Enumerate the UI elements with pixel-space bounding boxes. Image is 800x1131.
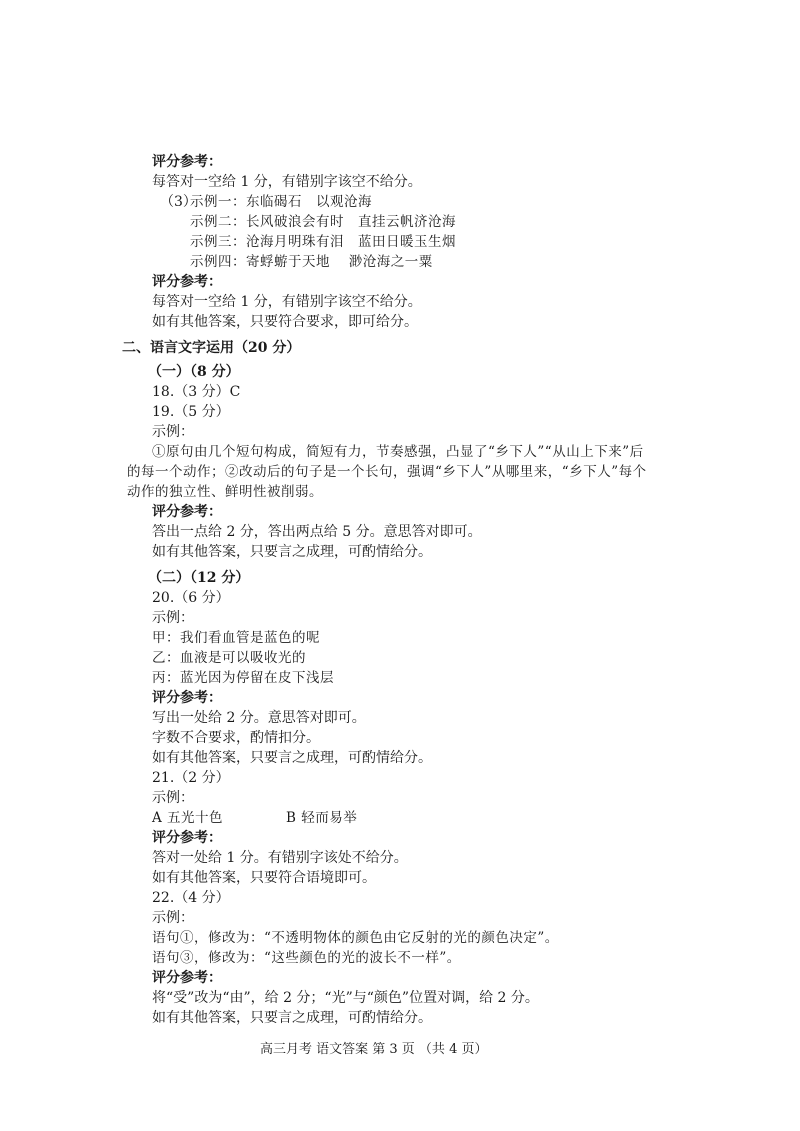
scoring-rule: 如有其他答案，只要言之成理，可酌情给分。 bbox=[152, 544, 432, 560]
example-label: 示例： bbox=[152, 910, 194, 926]
section-heading: 二、语言文字运用（20 分） bbox=[122, 340, 301, 356]
example-line: 示例一：东临碣石 以观沧海 bbox=[190, 194, 372, 210]
scoring-rule: 如有其他答案，只要言之成理，可酌情给分。 bbox=[152, 750, 432, 766]
answer-line: ①原句由几个短句构成，简短有力，节奏感强，凸显了“乡下人”“从山上下来”后 bbox=[152, 444, 644, 460]
example-label: 示例： bbox=[152, 424, 194, 440]
question-number: 22.（4 分） bbox=[152, 890, 230, 906]
answer-line: 丙：蓝光因为停留在皮下浅层 bbox=[152, 670, 334, 686]
answer-line: 动作的独立性、鲜明性被削弱。 bbox=[127, 484, 323, 500]
scoring-rule: 写出一处给 2 分。意思答对即可。 bbox=[152, 710, 366, 726]
answer-line: 的每一个动作；②改动后的句子是一个长句，强调“乡下人”从哪里来，“乡下人”每个 bbox=[127, 464, 647, 480]
subsection-heading: （二）（12 分） bbox=[148, 570, 250, 586]
question-number: 21.（2 分） bbox=[152, 770, 230, 786]
answer-line: 乙：血液是可以吸收光的 bbox=[152, 650, 306, 666]
scoring-rule: 如有其他答案，只要符合语境即可。 bbox=[152, 870, 376, 886]
scoring-rule: 答出一点给 2 分，答出两点给 5 分。意思答对即可。 bbox=[152, 524, 482, 540]
scoring-title: 评分参考： bbox=[152, 970, 222, 986]
example-line: 示例四：寄蜉蝣于天地 渺沧海之一粟 bbox=[190, 254, 433, 270]
example-label: 示例： bbox=[152, 610, 194, 626]
question-answer: 18.（3 分）C bbox=[152, 384, 241, 400]
scoring-rule: 如有其他答案，只要言之成理，可酌情给分。 bbox=[152, 1010, 432, 1026]
scoring-title: 评分参考： bbox=[152, 504, 222, 520]
scoring-rule: 答对一处给 1 分。有错别字该处不给分。 bbox=[152, 850, 408, 866]
example-label: 示例： bbox=[152, 790, 194, 806]
answer-line: 语句①，修改为：“不透明物体的颜色由它反射的光的颜色决定”。 bbox=[152, 930, 559, 946]
question-label: （3） bbox=[160, 194, 197, 210]
scoring-rule: 每答对一空给 1 分，有错别字该空不给分。 bbox=[152, 174, 422, 190]
example-line: 示例二：长风破浪会有时 直挂云帆济沧海 bbox=[190, 214, 456, 230]
answer-line: 甲：我们看血管是蓝色的呢 bbox=[152, 630, 320, 646]
scoring-rule: 每答对一空给 1 分，有错别字该空不给分。 bbox=[152, 294, 422, 310]
scoring-rule: 将“受”改为“由”，给 2 分；“光”与“颜色”位置对调，给 2 分。 bbox=[152, 990, 539, 1006]
example-line: 示例三：沧海月明珠有泪 蓝田日暖玉生烟 bbox=[190, 234, 456, 250]
scoring-title: 评分参考： bbox=[152, 274, 222, 290]
answer-line: 语句③，修改为：“这些颜色的光的波长不一样”。 bbox=[152, 950, 461, 966]
scoring-rule: 字数不合要求，酌情扣分。 bbox=[152, 730, 320, 746]
scoring-rule: 如有其他答案，只要符合要求，即可给分。 bbox=[152, 314, 418, 330]
scoring-title: 评分参考： bbox=[152, 690, 222, 706]
question-number: 20.（6 分） bbox=[152, 590, 230, 606]
page-footer: 高三月考 语文答案 第 3 页 （共 4 页） bbox=[260, 1042, 488, 1057]
answer-a: A 五光十色 bbox=[152, 810, 224, 826]
scoring-title: 评分参考： bbox=[152, 830, 222, 846]
question-number: 19.（5 分） bbox=[152, 404, 230, 420]
subsection-heading: （一）（8 分） bbox=[148, 364, 240, 380]
answer-b: B 轻而易举 bbox=[286, 810, 358, 826]
scoring-title: 评分参考： bbox=[152, 154, 222, 170]
